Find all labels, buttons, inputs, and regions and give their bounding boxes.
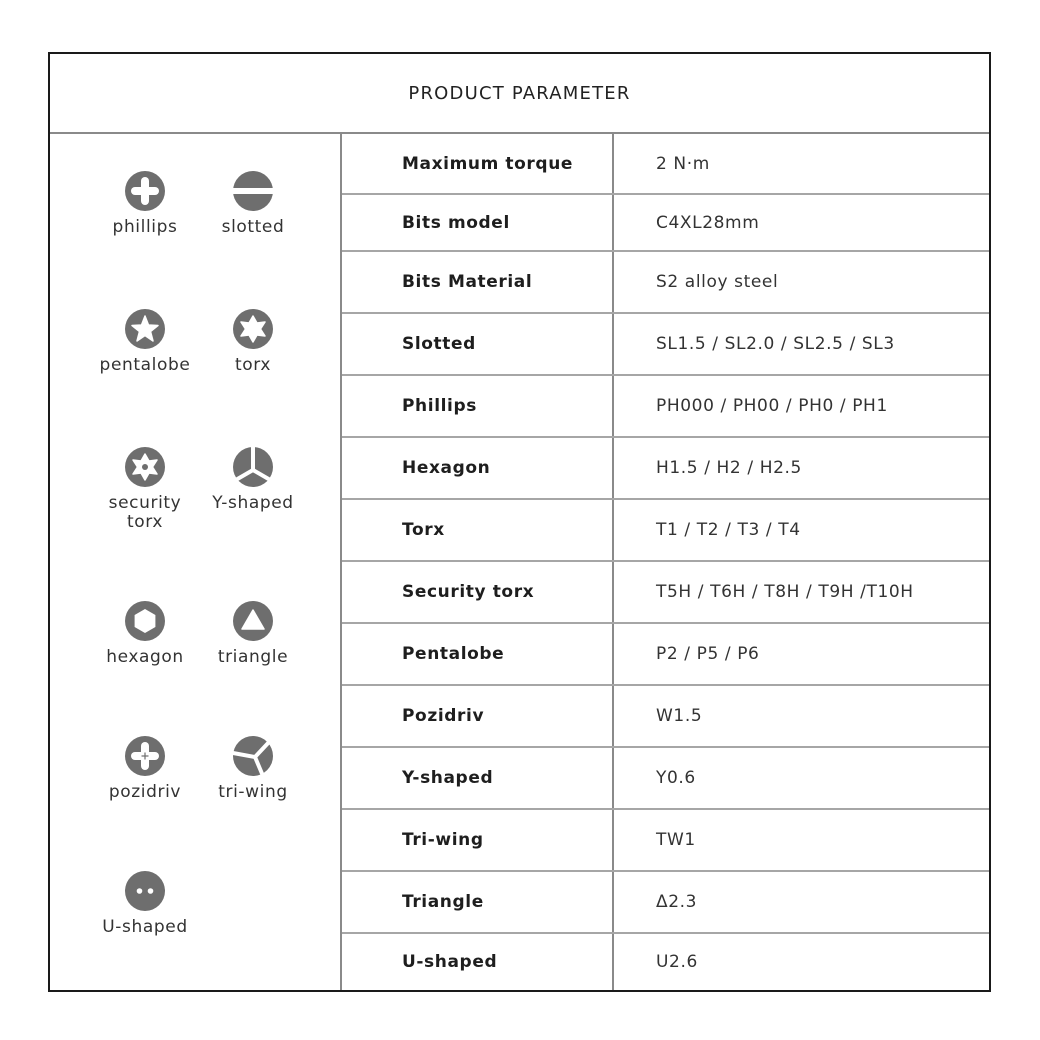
param-key: Pozidriv xyxy=(342,686,614,746)
table-row xyxy=(342,872,989,934)
bit-type-security-torx: security torx xyxy=(85,446,205,532)
table-row xyxy=(342,195,989,252)
pozidriv-icon xyxy=(124,735,166,777)
bit-type-pentalobe: pentalobe xyxy=(85,308,205,375)
header xyxy=(50,54,989,134)
param-key: U-shaped xyxy=(342,934,614,990)
param-value: H1.5 / H2 / H2.5 xyxy=(656,458,802,478)
bit-type-tri-wing: tri-wing xyxy=(193,735,313,802)
bit-type-slotted: slotted xyxy=(193,170,313,237)
param-value: Δ2.3 xyxy=(656,892,698,912)
product-parameter-card xyxy=(48,52,991,992)
table-row xyxy=(342,438,989,500)
pentalobe-icon xyxy=(124,308,166,350)
param-value: S2 alloy steel xyxy=(656,272,779,292)
table-row xyxy=(342,748,989,810)
param-key: Security torx xyxy=(342,562,614,622)
param-value: U2.6 xyxy=(656,952,698,972)
param-key: Bits model xyxy=(342,195,614,250)
page-title: PRODUCT PARAMETER xyxy=(408,82,631,104)
bit-types-panel xyxy=(50,134,342,990)
table-row xyxy=(342,624,989,686)
param-value: T5H / T6H / T8H / T9H /T10H xyxy=(656,582,914,602)
param-value: SL1.5 / SL2.0 / SL2.5 / SL3 xyxy=(656,334,895,354)
bit-type-u-shaped: U-shaped xyxy=(85,870,205,937)
table-row xyxy=(342,562,989,624)
param-value: 2 N·m xyxy=(656,153,710,174)
param-key: Hexagon xyxy=(342,438,614,498)
param-value: PH000 / PH00 / PH0 / PH1 xyxy=(656,396,888,416)
param-value: T1 / T2 / T3 / T4 xyxy=(656,520,801,540)
bit-type-phillips: phillips xyxy=(85,170,205,237)
phillips-icon xyxy=(124,170,166,212)
table-row xyxy=(342,252,989,314)
param-key: Bits Material xyxy=(342,252,614,312)
param-key: Slotted xyxy=(342,314,614,374)
param-value: W1.5 xyxy=(656,706,703,726)
bit-type-torx: torx xyxy=(193,308,313,375)
triangle-icon xyxy=(232,600,274,642)
param-value: C4XL28mm xyxy=(656,212,760,233)
security-torx-icon xyxy=(124,446,166,488)
table-row xyxy=(342,810,989,872)
table-row xyxy=(342,314,989,376)
tri-wing-icon xyxy=(232,735,274,777)
table-row xyxy=(342,134,989,195)
param-value: Y0.6 xyxy=(656,768,696,788)
param-key: Pentalobe xyxy=(342,624,614,684)
torx-icon xyxy=(232,308,274,350)
param-key: Y-shaped xyxy=(342,748,614,808)
bit-type-triangle: triangle xyxy=(193,600,313,667)
param-key: Phillips xyxy=(342,376,614,436)
param-key: Torx xyxy=(342,500,614,560)
param-value: TW1 xyxy=(656,830,696,850)
table-row xyxy=(342,500,989,562)
hexagon-icon xyxy=(124,600,166,642)
table-row xyxy=(342,934,989,990)
param-key: Triangle xyxy=(342,872,614,932)
param-value: P2 / P5 / P6 xyxy=(656,644,760,664)
bit-type-y-shaped: Y-shaped xyxy=(193,446,313,513)
y-shaped-icon xyxy=(232,446,274,488)
parameter-table xyxy=(342,134,989,990)
param-key: Tri-wing xyxy=(342,810,614,870)
bit-type-hexagon: hexagon xyxy=(85,600,205,667)
bit-type-pozidriv: pozidriv xyxy=(85,735,205,802)
slotted-icon xyxy=(232,170,274,212)
u-shaped-icon xyxy=(124,870,166,912)
param-key: Maximum torque xyxy=(342,134,614,193)
table-row xyxy=(342,686,989,748)
table-row xyxy=(342,376,989,438)
